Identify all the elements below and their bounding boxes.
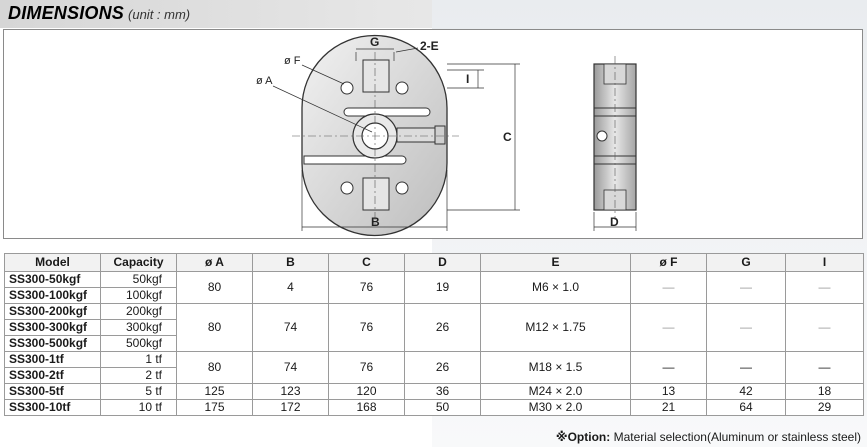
value-cell: M12 × 1.75: [481, 304, 631, 352]
side-view: [594, 56, 636, 220]
capacity-cell: 50kgf: [101, 272, 177, 288]
title-unit: (unit : mm): [128, 7, 191, 22]
table-row: [5, 352, 864, 368]
model-cell: SS300-300kgf: [5, 320, 101, 336]
page-title: [8, 2, 190, 24]
model-cell: SS300-10tf: [5, 400, 101, 416]
col-header: D: [405, 254, 481, 272]
value-cell: 175: [177, 400, 253, 416]
col-header: E: [481, 254, 631, 272]
value-cell: 26: [405, 304, 481, 352]
label-g: G: [370, 35, 380, 49]
capacity-cell: 100kgf: [101, 288, 177, 304]
table-row: [5, 272, 864, 288]
value-cell: 36: [405, 384, 481, 400]
col-header: ø A: [177, 254, 253, 272]
value-cell: 74: [253, 304, 329, 352]
dimension-drawing: [3, 29, 863, 239]
label-c: C: [503, 130, 512, 144]
col-header: B: [253, 254, 329, 272]
label-a: ø A: [256, 75, 273, 87]
col-header: Capacity: [101, 254, 177, 272]
value-cell: 74: [253, 352, 329, 384]
model-cell: SS300-50kgf: [5, 272, 101, 288]
drawing-svg: [4, 30, 864, 240]
value-cell: 125: [177, 384, 253, 400]
value-cell: —: [631, 352, 707, 384]
model-cell: SS300-2tf: [5, 368, 101, 384]
value-cell: 19: [405, 272, 481, 304]
value-cell: —: [631, 304, 707, 352]
value-cell: —: [707, 352, 786, 384]
value-cell: 172: [253, 400, 329, 416]
value-cell: 80: [177, 304, 253, 352]
table-header-row: [5, 254, 864, 272]
value-cell: —: [786, 272, 864, 304]
value-cell: 42: [707, 384, 786, 400]
value-cell: 50: [405, 400, 481, 416]
value-cell: 29: [786, 400, 864, 416]
value-cell: 21: [631, 400, 707, 416]
col-header: I: [786, 254, 864, 272]
title-main: DIMENSIONS: [8, 3, 125, 23]
label-d: D: [610, 215, 619, 229]
front-view: [292, 36, 459, 236]
note-text: Material selection(Aluminum or stainless steel): [610, 430, 861, 444]
table-row: [5, 304, 864, 320]
value-cell: 80: [177, 352, 253, 384]
value-cell: —: [707, 272, 786, 304]
model-cell: SS300-200kgf: [5, 304, 101, 320]
value-cell: —: [707, 304, 786, 352]
capacity-cell: 200kgf: [101, 304, 177, 320]
value-cell: 80: [177, 272, 253, 304]
label-i: I: [466, 72, 470, 86]
value-cell: 4: [253, 272, 329, 304]
value-cell: 120: [329, 384, 405, 400]
col-header: G: [707, 254, 786, 272]
label-e: 2-E: [420, 39, 439, 53]
value-cell: —: [631, 272, 707, 304]
model-cell: SS300-100kgf: [5, 288, 101, 304]
col-header: C: [329, 254, 405, 272]
capacity-cell: 500kgf: [101, 336, 177, 352]
capacity-cell: 10 tf: [101, 400, 177, 416]
col-header: Model: [5, 254, 101, 272]
table-row: [5, 400, 864, 416]
value-cell: M30 × 2.0: [481, 400, 631, 416]
capacity-cell: 5 tf: [101, 384, 177, 400]
value-cell: 123: [253, 384, 329, 400]
value-cell: M6 × 1.0: [481, 272, 631, 304]
value-cell: M18 × 1.5: [481, 352, 631, 384]
capacity-cell: 2 tf: [101, 368, 177, 384]
model-cell: SS300-5tf: [5, 384, 101, 400]
value-cell: 26: [405, 352, 481, 384]
value-cell: 76: [329, 272, 405, 304]
value-cell: —: [786, 352, 864, 384]
spec-table: [4, 253, 864, 416]
note-prefix: ※Option:: [555, 430, 611, 444]
value-cell: —: [786, 304, 864, 352]
option-note: [556, 430, 861, 444]
value-cell: 76: [329, 304, 405, 352]
model-cell: SS300-500kgf: [5, 336, 101, 352]
value-cell: 13: [631, 384, 707, 400]
value-cell: 18: [786, 384, 864, 400]
label-f: ø F: [284, 55, 301, 67]
value-cell: 168: [329, 400, 405, 416]
col-header: ø F: [631, 254, 707, 272]
capacity-cell: 300kgf: [101, 320, 177, 336]
value-cell: 64: [707, 400, 786, 416]
value-cell: M24 × 2.0: [481, 384, 631, 400]
model-cell: SS300-1tf: [5, 352, 101, 368]
capacity-cell: 1 tf: [101, 352, 177, 368]
label-b: B: [371, 215, 380, 229]
table-row: [5, 384, 864, 400]
value-cell: 76: [329, 352, 405, 384]
